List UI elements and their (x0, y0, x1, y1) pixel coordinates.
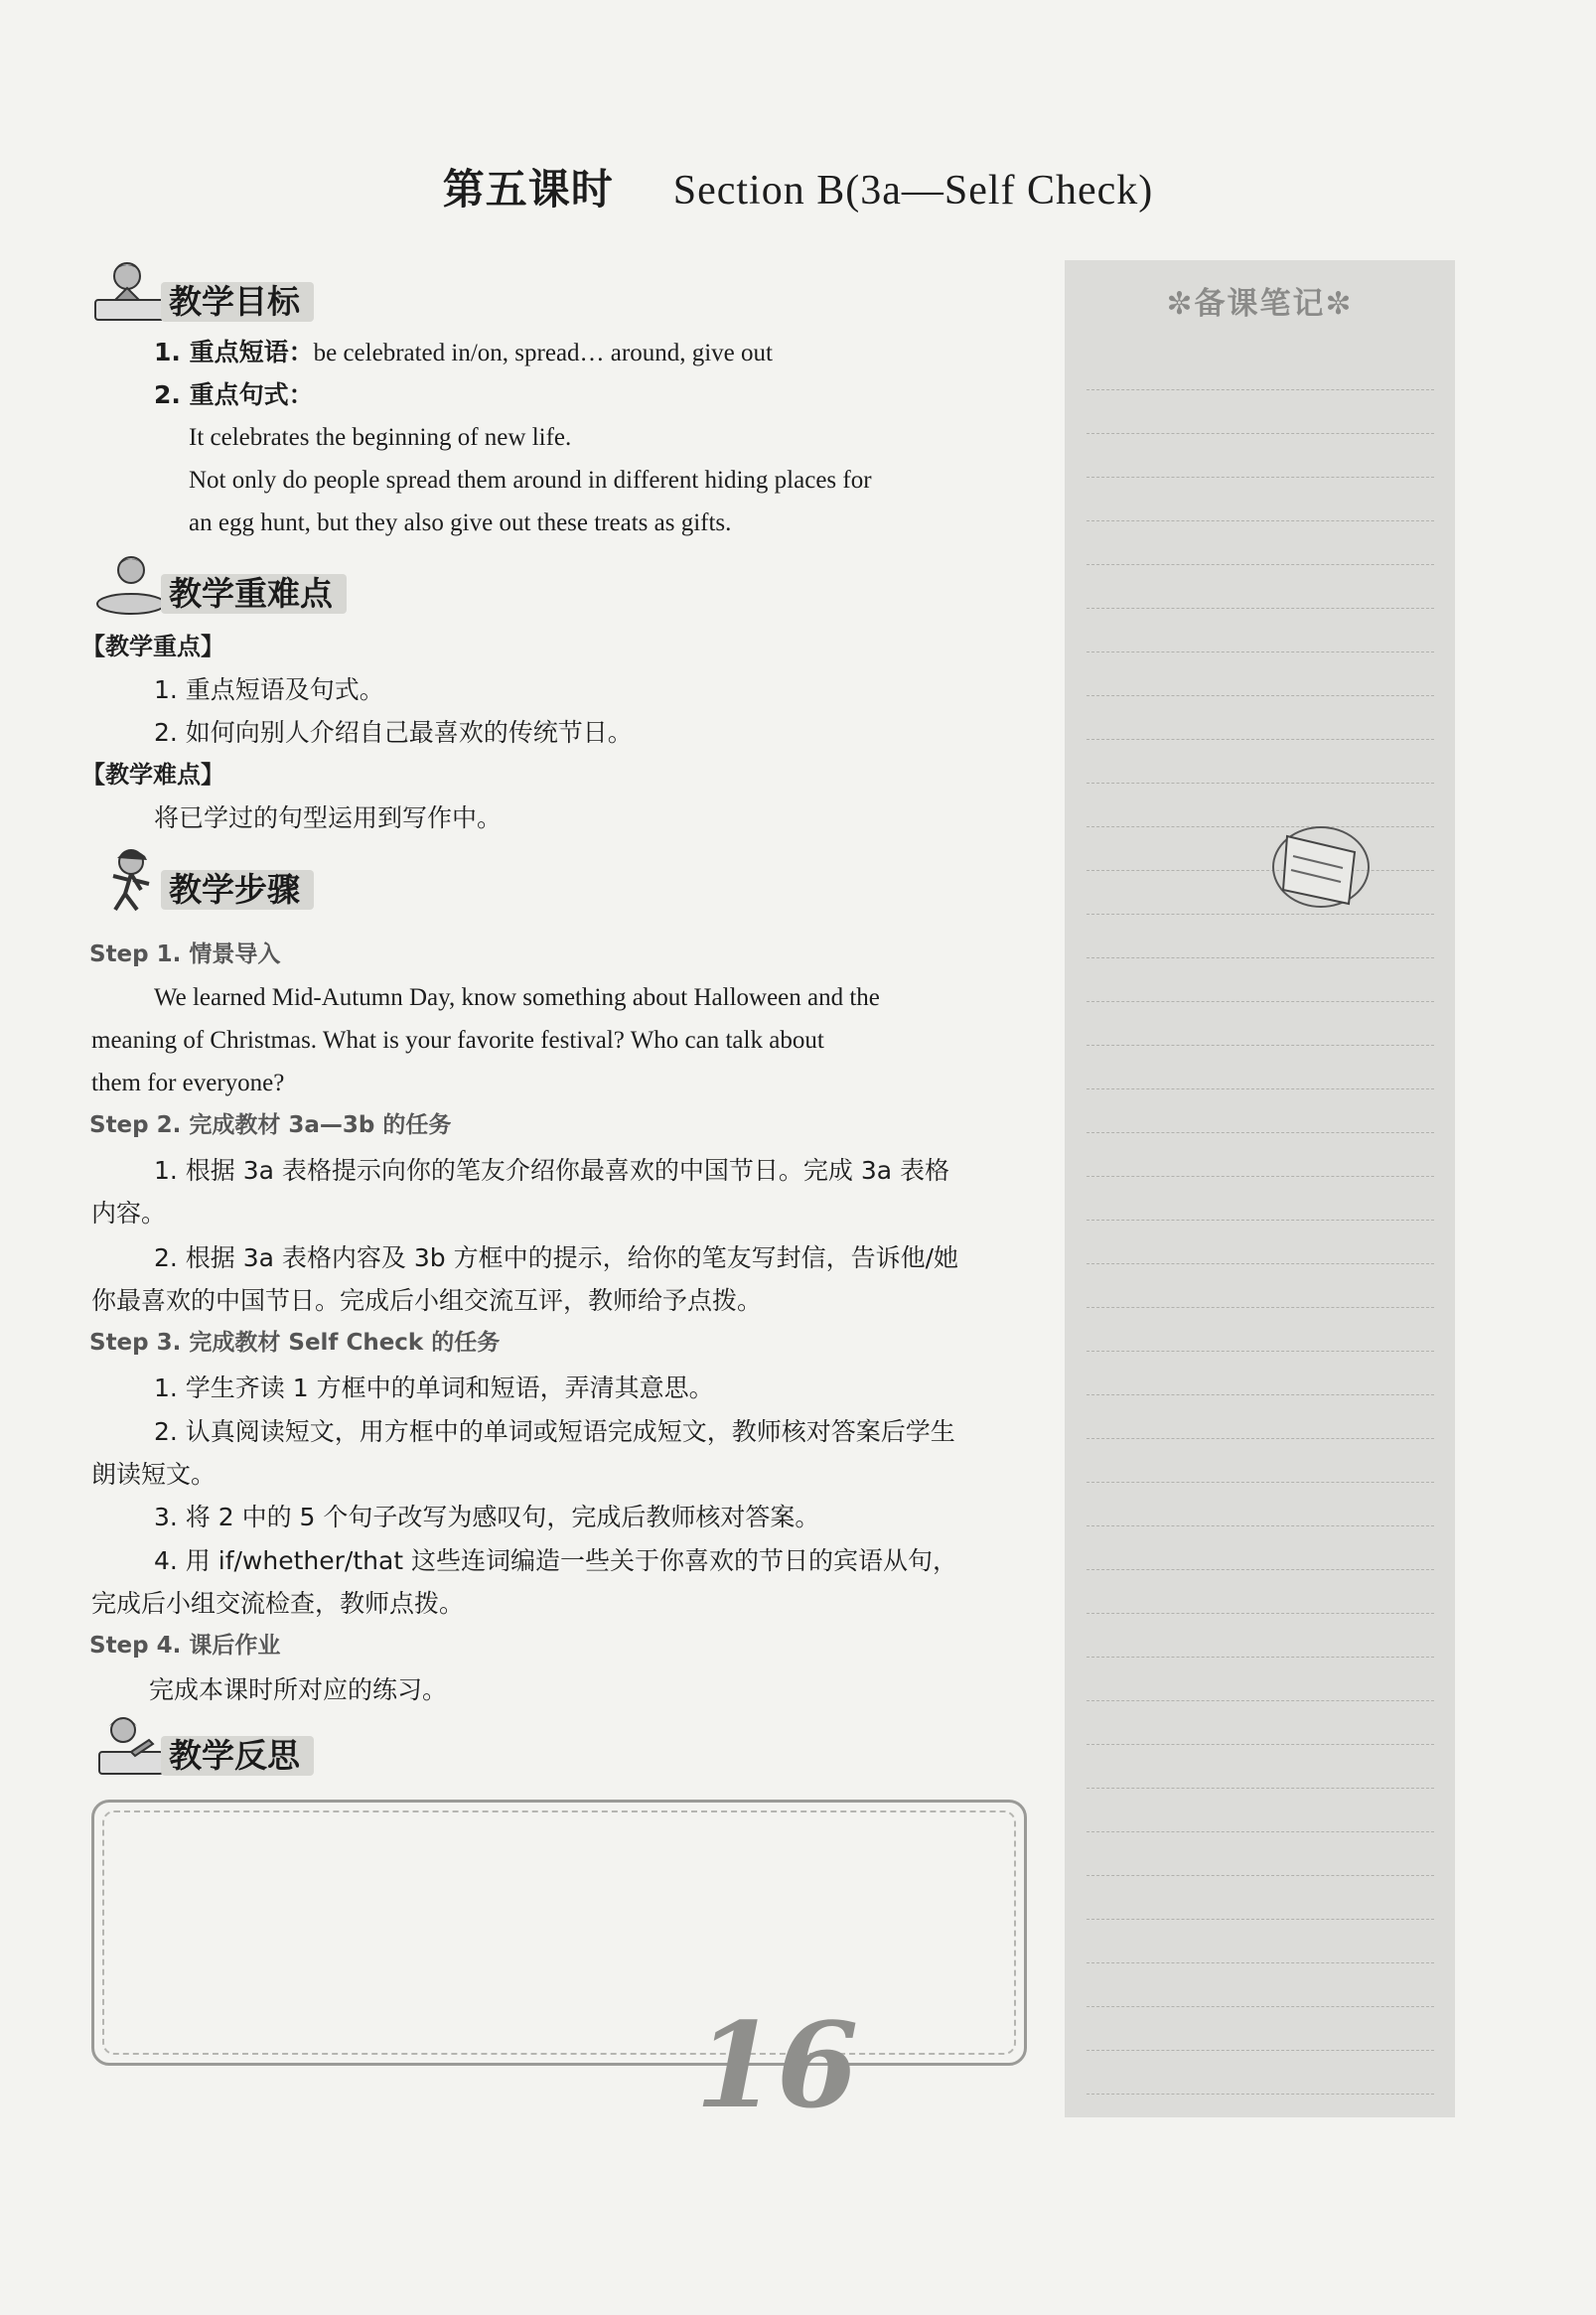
note-line (1087, 1263, 1434, 1264)
note-line (1087, 1744, 1434, 1745)
step-3-title: Step 3. 完成教材 Self Check 的任务 (89, 1330, 501, 1356)
note-line (1087, 1482, 1434, 1483)
note-line (1087, 520, 1434, 521)
note-line (1087, 477, 1434, 478)
difficulty-tag: 【教学难点】 (81, 761, 224, 789)
note-line (1087, 1525, 1434, 1526)
goal-sentence-2a: Not only do people spread them around in different hiding places for (189, 467, 872, 494)
note-line (1087, 1788, 1434, 1789)
student-running-icon (91, 844, 169, 914)
note-line (1087, 739, 1434, 740)
step-4-title: Step 4. 课后作业 (89, 1633, 281, 1659)
reflection-heading-label: 教学反思 (161, 1736, 314, 1776)
key-tag: 【教学重点】 (81, 633, 224, 660)
note-line (1087, 1700, 1434, 1701)
goal-sentence-1: It celebrates the beginning of new life. (189, 424, 572, 451)
note-line (1087, 1919, 1434, 1920)
step-3-line-3: 朗读短文。 (91, 1460, 217, 1489)
step-1-line-3: them for everyone? (91, 1070, 285, 1096)
step-3-line-5: 4. 用 if/whether/that 这些连词编造一些关于你喜欢的节日的宾语从句， (154, 1546, 958, 1575)
step-2-title: Step 2. 完成教材 3a—3b 的任务 (89, 1112, 452, 1138)
reflection-box[interactable] (91, 1800, 1027, 2066)
note-line (1087, 389, 1434, 390)
note-line (1087, 1132, 1434, 1133)
homework-stamp-icon (1259, 812, 1388, 922)
note-line (1087, 1001, 1434, 1002)
note-line (1087, 1176, 1434, 1177)
lesson-number: 第五课时 (442, 165, 614, 214)
step-3-line-2: 2. 认真阅读短文，用方框中的单词或短语完成短文，教师核对答案后学生 (154, 1417, 955, 1446)
section-title: Section B(3a—Self Check) (672, 168, 1154, 214)
step-3-line-4: 3. 将 2 中的 5 个句子改写为感叹句，完成后教师核对答案。 (154, 1503, 820, 1531)
note-line (1087, 2050, 1434, 2051)
goal-item-2-label: 2. 重点句式： (154, 380, 314, 409)
lesson-notes-panel (1065, 260, 1455, 2117)
note-line (1087, 1657, 1434, 1658)
student-reading-icon (91, 256, 169, 326)
note-line (1087, 2006, 1434, 2007)
note-line (1087, 1220, 1434, 1221)
note-line (1087, 783, 1434, 784)
goal-item-1 (154, 331, 773, 374)
note-line (1087, 957, 1434, 958)
note-line (1087, 1088, 1434, 1089)
note-line (1087, 1831, 1434, 1832)
page-title (0, 157, 1596, 217)
note-line (1087, 1394, 1434, 1395)
notes-title: ✼备课笔记✼ (1166, 286, 1354, 322)
goal-item-1-label: 1. 重点短语： (154, 338, 314, 366)
goals-heading-label: 教学目标 (161, 282, 314, 322)
note-line (1087, 1438, 1434, 1439)
note-line (1087, 1962, 1434, 1963)
note-line (1087, 695, 1434, 696)
step-1-line-2: meaning of Christmas. What is your favorite festival? Who can talk about (91, 1027, 824, 1054)
note-line (1087, 651, 1434, 652)
key-point-2: 2. 如何向别人介绍自己最喜欢的传统节日。 (154, 718, 633, 747)
note-line (1087, 1307, 1434, 1308)
note-line (1087, 1569, 1434, 1570)
page-number: 16 (695, 1996, 859, 2134)
difficulty-point: 将已学过的句型运用到写作中。 (154, 803, 503, 832)
step-2-line-3: 2. 根据 3a 表格内容及 3b 方框中的提示，给你的笔友写封信，告诉他/她 (154, 1243, 959, 1272)
goal-item-1-text: be celebrated in/on, spread… around, give out (313, 340, 773, 366)
step-1-title: Step 1. 情景导入 (89, 941, 281, 967)
note-line (1087, 1045, 1434, 1046)
step-4-line-1: 完成本课时所对应的练习。 (149, 1675, 448, 1704)
student-writing-icon (91, 1710, 169, 1780)
step-1-line-1: We learned Mid-Autumn Day, know something about Halloween and the (154, 984, 880, 1011)
step-3-line-1: 1. 学生齐读 1 方框中的单词和短语，弄清其意思。 (154, 1374, 714, 1402)
student-thinking-icon (91, 548, 169, 618)
note-line (1087, 2094, 1434, 2095)
note-line (1087, 1875, 1434, 1876)
note-line (1087, 564, 1434, 565)
step-2-line-1: 1. 根据 3a 表格提示向你的笔友介绍你最喜欢的中国节日。完成 3a 表格 (154, 1156, 950, 1185)
step-2-line-2: 内容。 (91, 1199, 167, 1228)
goal-sentence-2b: an egg hunt, but they also give out these treats as gifts. (189, 509, 732, 536)
note-line (1087, 1613, 1434, 1614)
note-line (1087, 433, 1434, 434)
key-points-heading-label: 教学重难点 (161, 574, 347, 614)
note-line (1087, 1351, 1434, 1352)
note-line (1087, 608, 1434, 609)
step-2-line-4: 你最喜欢的中国节日。完成后小组交流互评，教师给予点拨。 (91, 1286, 763, 1315)
key-point-1: 1. 重点短语及句式。 (154, 675, 384, 704)
step-3-line-6: 完成后小组交流检查，教师点拨。 (91, 1589, 465, 1618)
steps-heading-label: 教学步骤 (161, 870, 314, 910)
